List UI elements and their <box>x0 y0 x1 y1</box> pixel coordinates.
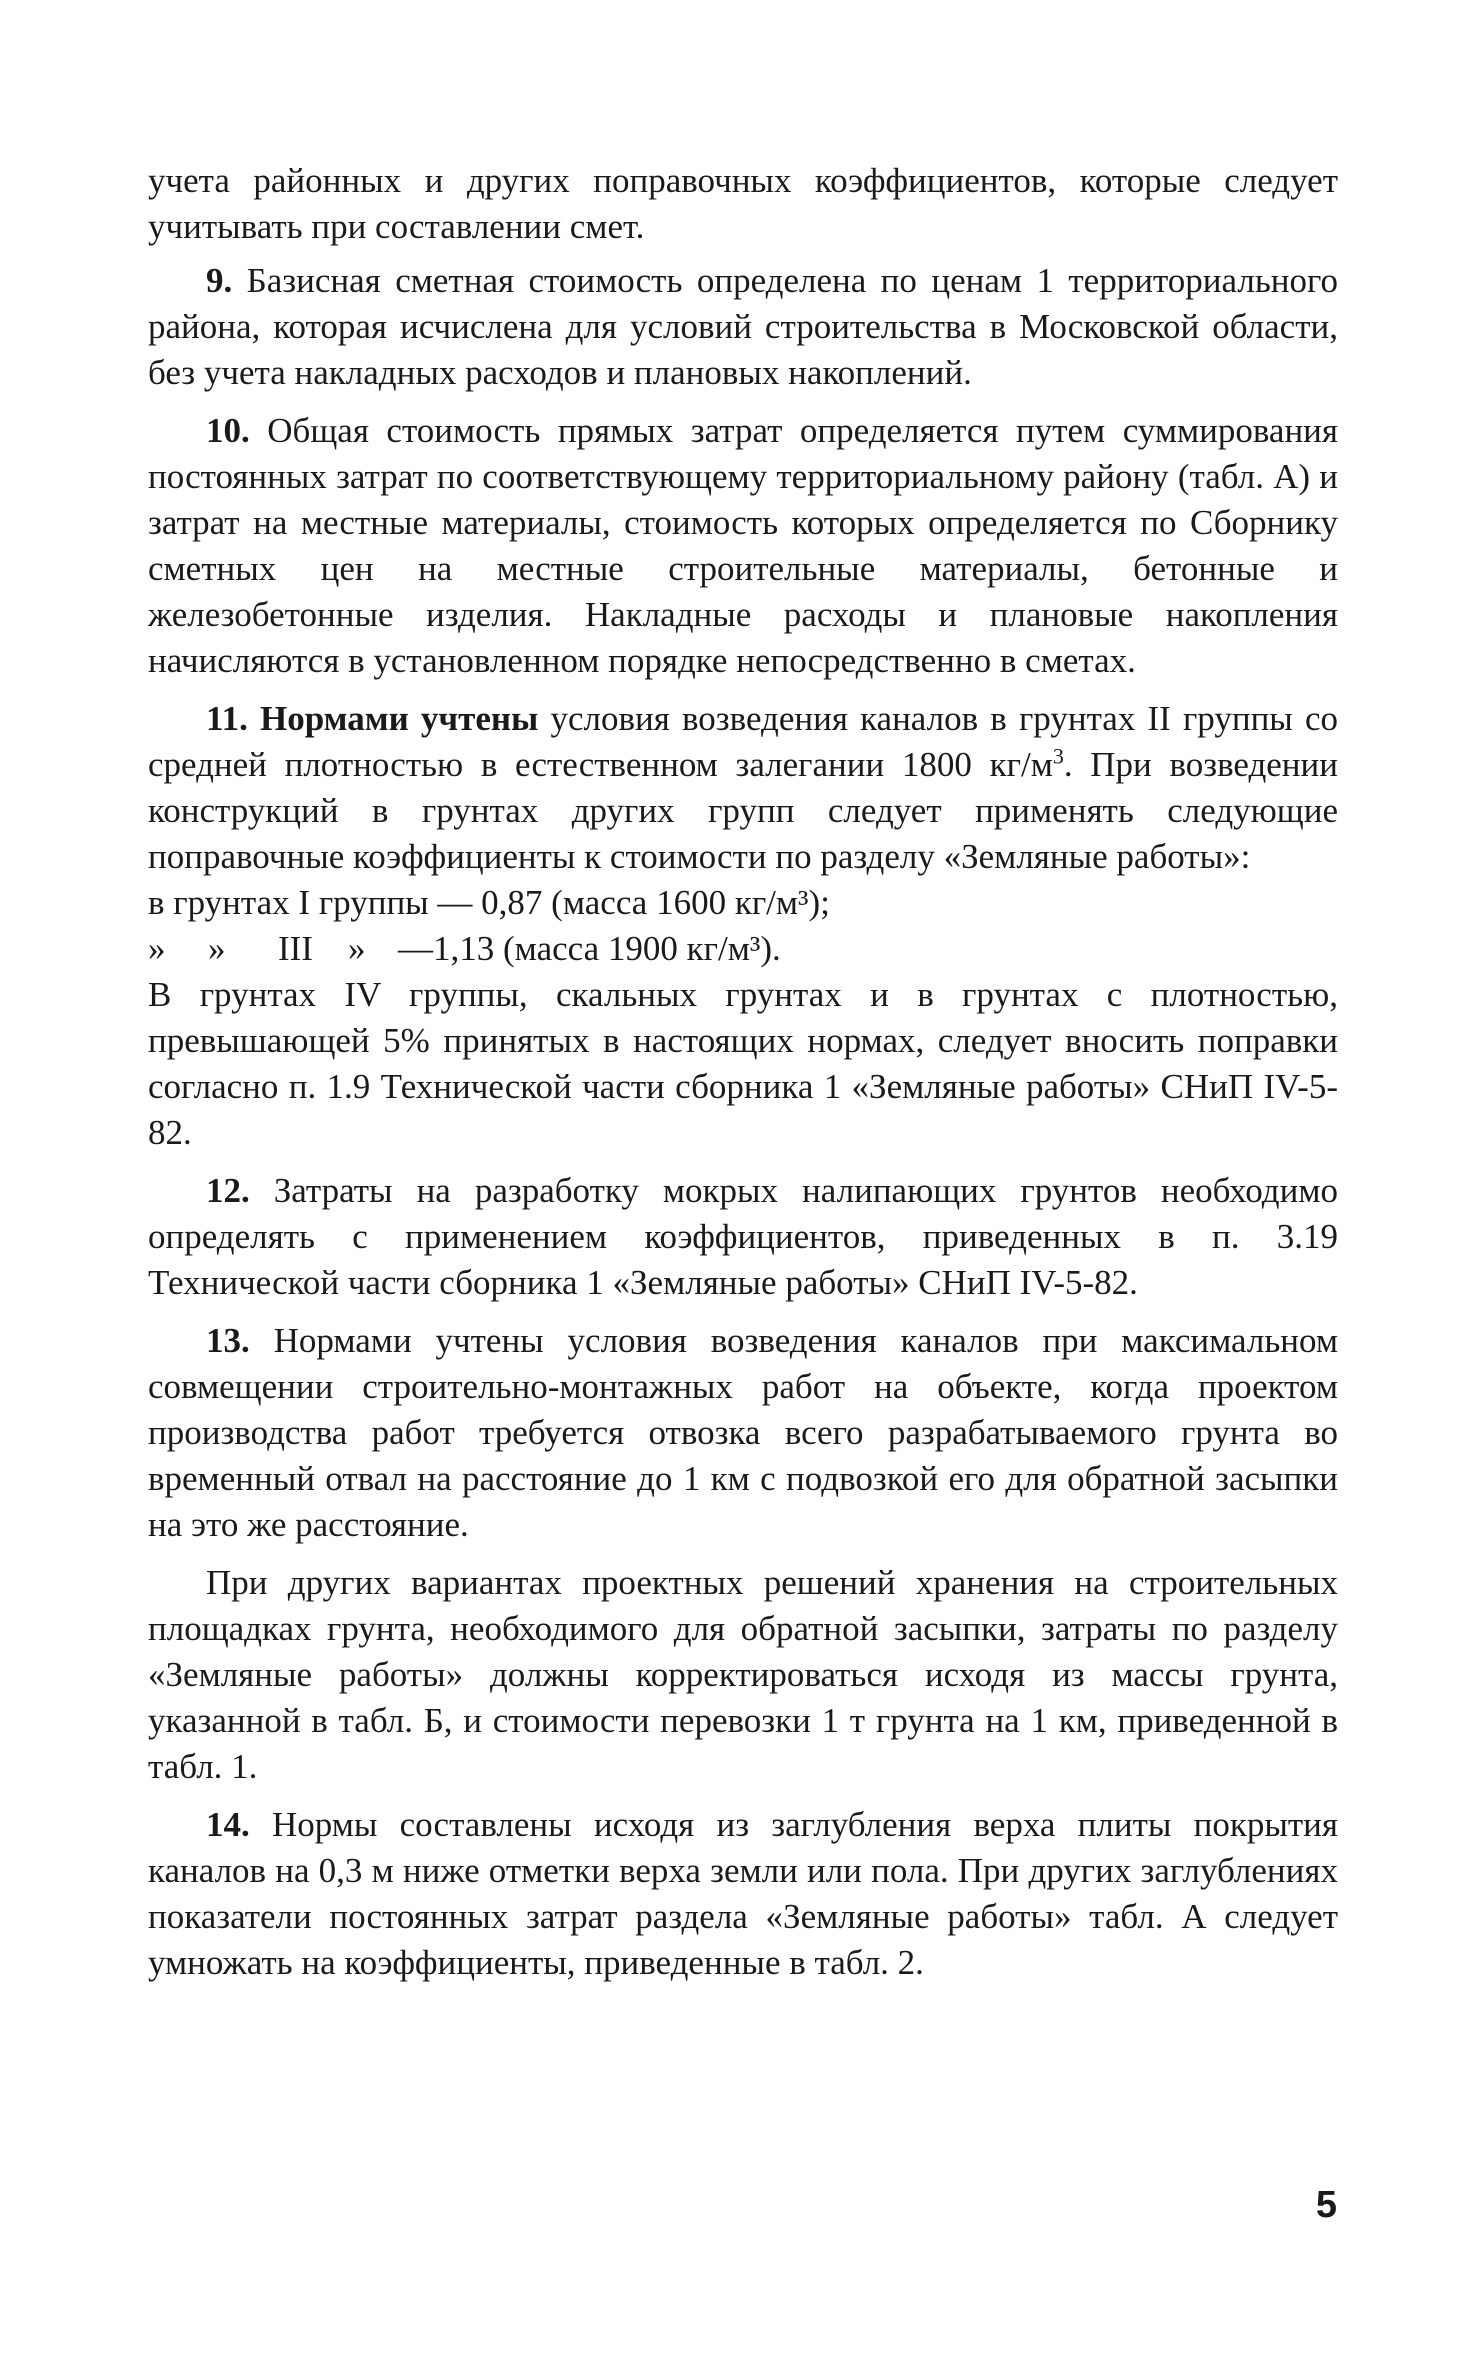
paragraph-number: 9. <box>206 261 233 300</box>
paragraph-text: Базисная сметная стоимость определена по ценам 1 территориального района, которая исчислена для условий строительства в Московской области, без учета накладных расходов и плановых накоплений. <box>148 261 1338 392</box>
page-number: 5 <box>1315 2184 1337 2226</box>
paragraph-12 <box>148 1168 1338 1306</box>
paragraph-8-tail: учета районных и других поправочных коэффициентов, которые следует учитывать при составлении смет. <box>148 161 1338 246</box>
paragraph-13-continued: При других вариантах проектных решений хранения на строительных площадках грунта, необходимого для обратной засыпки, затраты по разделу «Земляные работы» должны корректироваться исходя из массы грунта, указанной в табл. Б, и стоимости перевозки 1 т грунта на 1 км, приведенной в табл. 1. <box>148 1563 1338 1786</box>
paragraph-lead: Нормами учтены <box>247 699 539 738</box>
paragraph-10 <box>148 408 1338 684</box>
superscript: 3 <box>1052 743 1064 769</box>
paragraph-13 <box>148 1318 1338 1548</box>
paragraph-text: Затраты на разработку мокрых налипающих грунтов необходимо определять с применением коэффициентов, приведенных в п. 3.19 Технической части сборника 1 «Земляные работы» СНиП IV-5-82. <box>148 1171 1338 1302</box>
paragraph-11-tail: В грунтах IV группы, скальных грунтах и в грунтах с плотностью, превышающей 5% принятых в настоящих нормах, следует вносить поправки согласно п. 1.9 Технической части сборника 1 «Земляные работы» СНиП IV-5-82. <box>148 975 1338 1152</box>
ditto-mark: » <box>208 929 226 968</box>
paragraph-text: Нормами учтены условия возведения каналов при максимальном совмещении строительно-монтажных работ на объекте, когда проектом производства работ требуется отвозка всего разрабатываемого грунта во временный отвал на расстояние до 1 км с подвозкой его для обратной засыпки на это же расстояние. <box>148 1321 1338 1544</box>
paragraph-text: Общая стоимость прямых затрат определяется путем суммирования постоянных затрат по соответствующему территориальному району (табл. А) и затрат на местные материалы, стоимость которых определяется по Сборнику сметных цен на местные строительные материалы, бетонные и железобетонные изделия. Накладные расходы и плановые накопления начисляются в установленном порядке непосредственно в сметах. <box>148 411 1338 680</box>
coefficient-value: —1,13 (масса 1900 кг/м³). <box>398 929 781 968</box>
paragraph-number: 11. <box>206 699 248 738</box>
paragraph-number: 14. <box>206 1805 250 1844</box>
paragraph-number: 10. <box>206 411 250 450</box>
paragraph-11 <box>148 696 1338 880</box>
page-body <box>148 158 1338 1986</box>
paragraph-number: 12. <box>206 1171 250 1210</box>
coefficient-line-2 <box>148 926 1338 972</box>
ditto-mark: » <box>348 929 366 968</box>
ditto-mark: » <box>148 929 166 968</box>
paragraph-number: 13. <box>206 1321 250 1360</box>
group-label: III <box>278 929 313 968</box>
paragraph-text: условия возведения каналов в грунтах II группы со средней плотностью в естественном залегании 1800 кг/м <box>148 699 1338 784</box>
coefficient-line-1: в грунтах I группы — 0,87 (масса 1600 кг/м³); <box>148 883 830 922</box>
paragraph-text-cont: . При возведении конструкций в грунтах других групп следует применять следующие поправочные коэффициенты к стоимости по разделу «Земляные работы»: <box>148 745 1338 876</box>
paragraph-text: Нормы составлены исходя из заглубления верха плиты покрытия каналов на 0,3 м ниже отметки верха земли или пола. При других заглублениях показатели постоянных затрат раздела «Земляные работы» табл. А следует умножать на коэффициенты, приведенные в табл. 2. <box>148 1805 1338 1982</box>
paragraph-14 <box>148 1802 1338 1986</box>
paragraph-9 <box>148 258 1338 396</box>
